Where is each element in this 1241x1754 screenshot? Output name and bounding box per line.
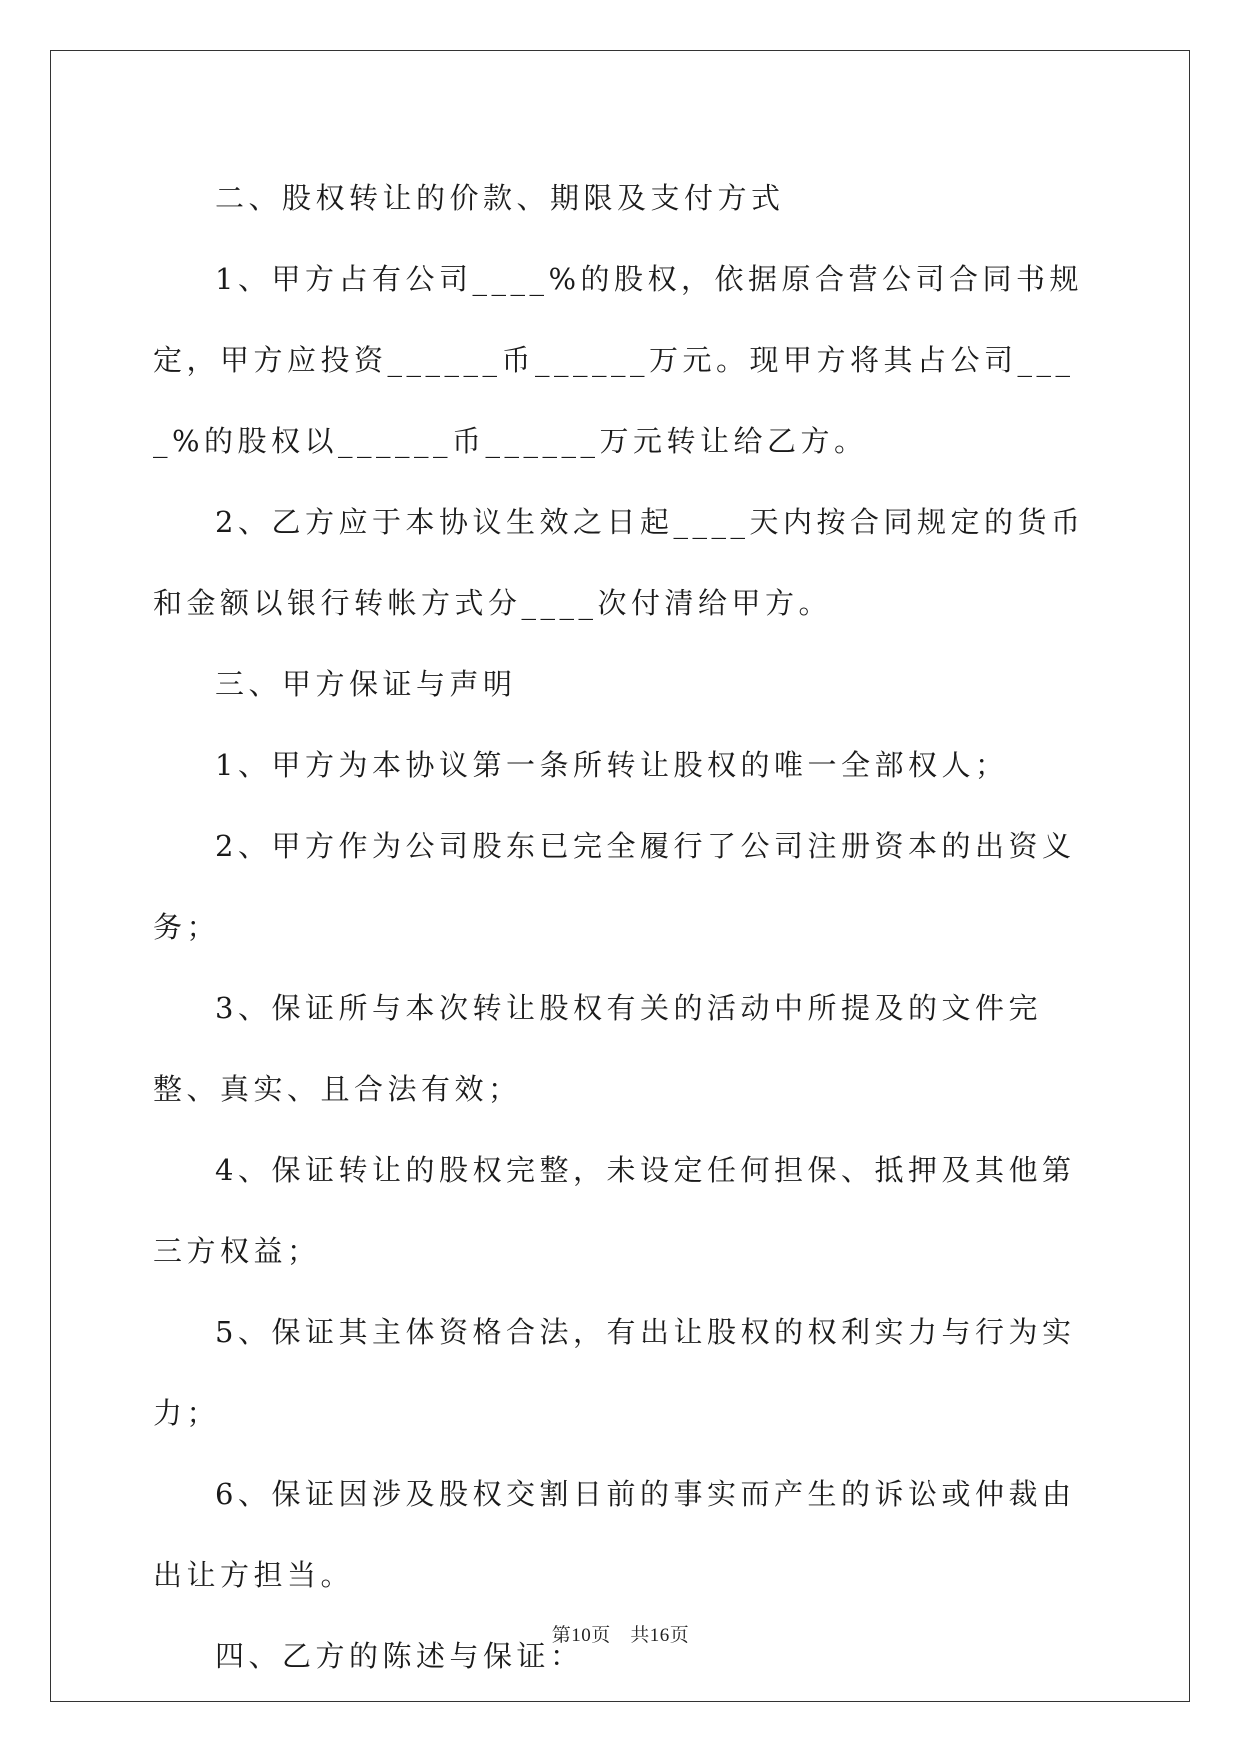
clause-paragraph: 1、甲方为本协议第一条所转让股权的唯一全部权人； — [215, 748, 1009, 782]
clause-paragraph: 6、保证因涉及股权交割日前的事实而产生的诉讼或仲裁由出让方担当。 — [153, 1477, 1076, 1592]
document-body — [153, 158, 1093, 1697]
clause-paragraph: 2、甲方作为公司股东已完全履行了公司注册资本的出资义务； — [153, 829, 1076, 944]
clause-paragraph: 3、保证所与本次转让股权有关的活动中所提及的文件完整、真实、且合法有效； — [153, 991, 1042, 1106]
clause-paragraph: 1、甲方占有公司____%的股权，依据原合营公司合同书规定，甲方应投资______币______万元。现甲方将其占公司____%的股权以______币______万元转让给乙方。 — [153, 262, 1084, 458]
section-heading-price-terms: 二、股权转让的价款、期限及支付方式 — [215, 181, 785, 215]
section-heading-party-b-statements: 四、乙方的陈述与保证： — [215, 1639, 584, 1673]
clause-paragraph: 2、乙方应于本协议生效之日起____天内按合同规定的货币和金额以银行转帐方式分____次付清给甲方。 — [153, 505, 1085, 620]
page-number-footer: 第10页 共16页 — [551, 1625, 690, 1646]
section-heading-party-a-warranties: 三、甲方保证与声明 — [215, 667, 517, 701]
clause-paragraph: 5、保证其主体资格合法，有出让股权的权利实力与行为实力； — [153, 1315, 1076, 1430]
clause-paragraph: 4、保证转让的股权完整，未设定任何担保、抵押及其他第三方权益； — [153, 1153, 1076, 1268]
